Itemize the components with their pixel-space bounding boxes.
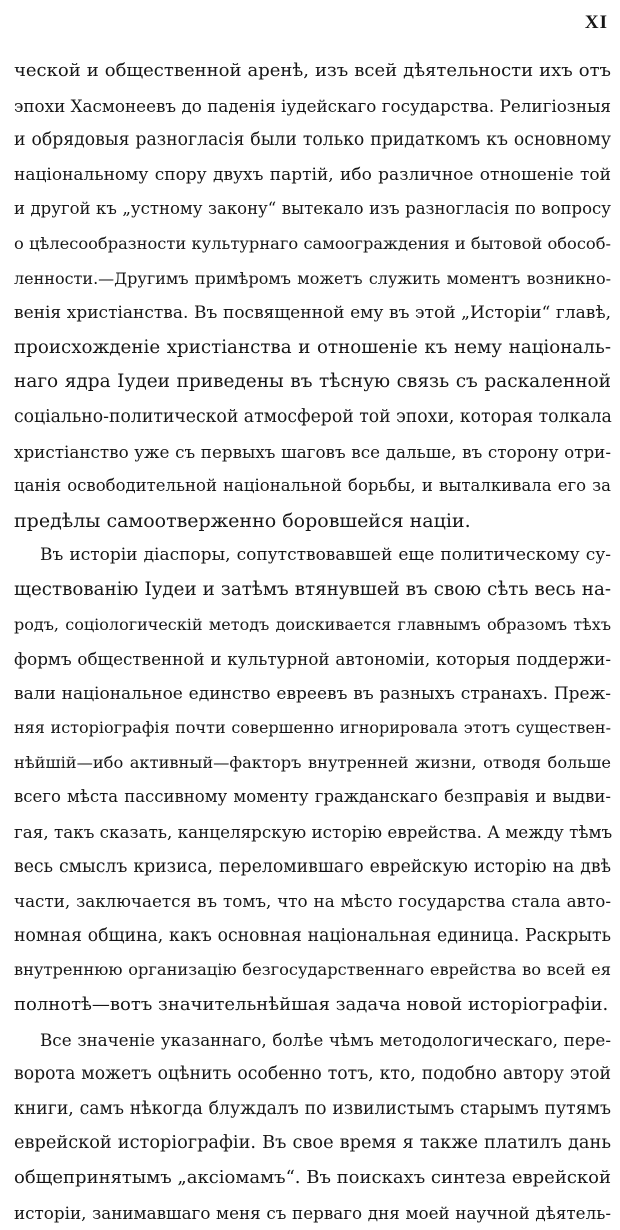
text-line: ческой и общественной аренѣ, изъ всей дѣятельности ихъ отъ bbox=[14, 60, 611, 81]
text-line: номная община, какъ основная національная единица. Раскрыть bbox=[14, 925, 611, 946]
text-line: внутреннюю организацію безгосударственнаго еврейства во всей ея bbox=[14, 960, 611, 980]
text-line: няя исторіографія почти совершенно игнорировала этотъ существен- bbox=[14, 718, 611, 738]
text-line: родъ, соціологическій методъ доискивается главнымъ образомъ тѣхъ bbox=[14, 614, 611, 634]
text-line: ленности.—Другимъ примѣромъ можетъ служить моментъ возникно- bbox=[14, 268, 611, 288]
text-line: полнотѣ—вотъ значительнѣйшая задача новой исторіографіи. bbox=[14, 994, 609, 1016]
body-text bbox=[14, 54, 611, 1230]
paragraph-2 bbox=[14, 538, 611, 1022]
text-line: формъ общественной и культурной автономіи, которыя поддержи- bbox=[14, 649, 611, 670]
text-line: эпохи Хасмонеевъ до паденія іудейскаго государства. Религіозныя bbox=[14, 95, 611, 116]
paragraph-3 bbox=[14, 1023, 611, 1230]
text-line: нѣйшій—ибо активный—факторъ внутренней жизни, отводя больше bbox=[14, 752, 611, 772]
text-line: всего мѣста пассивному моменту гражданскаго безправія и выдви- bbox=[14, 787, 611, 807]
text-line: происхожденіе христіанства и отношеніе къ нему національ- bbox=[14, 336, 611, 358]
text-line: венія христіанства. Въ посвященной ему въ этой „Исторіи“ главѣ, bbox=[14, 303, 611, 324]
text-line: христіанство уже съ первыхъ шаговъ все дальше, въ сторону отри- bbox=[14, 441, 611, 462]
text-line: весь смыслъ кризиса, переломившаго еврейскую исторію на двѣ bbox=[14, 856, 611, 877]
text-line: гая, такъ сказать, канцелярскую исторію еврейства. А между тѣмъ bbox=[14, 822, 613, 843]
page-number: XI bbox=[584, 12, 608, 33]
text-line: о цѣлесообразности культурнаго самоограждения и бытовой обособ- bbox=[14, 233, 611, 253]
text-line: Все значеніе указаннаго, болѣе чѣмъ методологическаго, перe- bbox=[40, 1029, 611, 1050]
text-line: національному спору двухъ партій, ибо различное отношеніе той bbox=[14, 164, 611, 185]
text-line: и другой къ „устному закону“ вытекало изъ разногласія по вопросу bbox=[14, 199, 611, 219]
text-line: вали національное единство евреевъ въ разныхъ странахъ. Преж- bbox=[14, 683, 611, 704]
text-line: ществованію Іудеи и затѣмъ втянувшей въ свою сѣть весь на- bbox=[14, 578, 611, 600]
text-line: книги, самъ нѣкогда блуждалъ по извилистымъ старымъ путямъ bbox=[14, 1098, 611, 1119]
text-line: ворота можетъ оцѣнить особенно тотъ, кто, подобно автору этой bbox=[14, 1064, 611, 1085]
text-line: Въ исторіи діаспоры, сопутствовавшей еще политическому су- bbox=[40, 545, 611, 566]
text-line: исторіи, занимавшаго меня съ перваго дня моей научной дѣятель- bbox=[14, 1202, 611, 1223]
text-line: общепринятымъ „аксіомамъ“. Въ поискахъ синтеза еврейской bbox=[14, 1167, 611, 1188]
text-line: еврейской исторіографіи. Въ свое время я также платилъ дань bbox=[14, 1133, 611, 1154]
text-line: предѣлы самоотверженно боровшейся націи. bbox=[14, 509, 471, 532]
text-line: соціально-политической атмосферой той эпохи, которая толкала bbox=[14, 406, 612, 427]
text-line: наго ядра Іудеи приведены въ тѣсную связь съ раскаленной bbox=[14, 371, 611, 393]
text-line: цанія освободительной національной борьбы, и выталкивала его за bbox=[14, 476, 611, 496]
text-line: части, заключается въ томъ, что на мѣсто государства стала авто- bbox=[14, 891, 611, 912]
paragraph-1 bbox=[14, 54, 611, 538]
text-line: и обрядовыя разногласія были только придаткомъ къ основному bbox=[14, 130, 611, 151]
